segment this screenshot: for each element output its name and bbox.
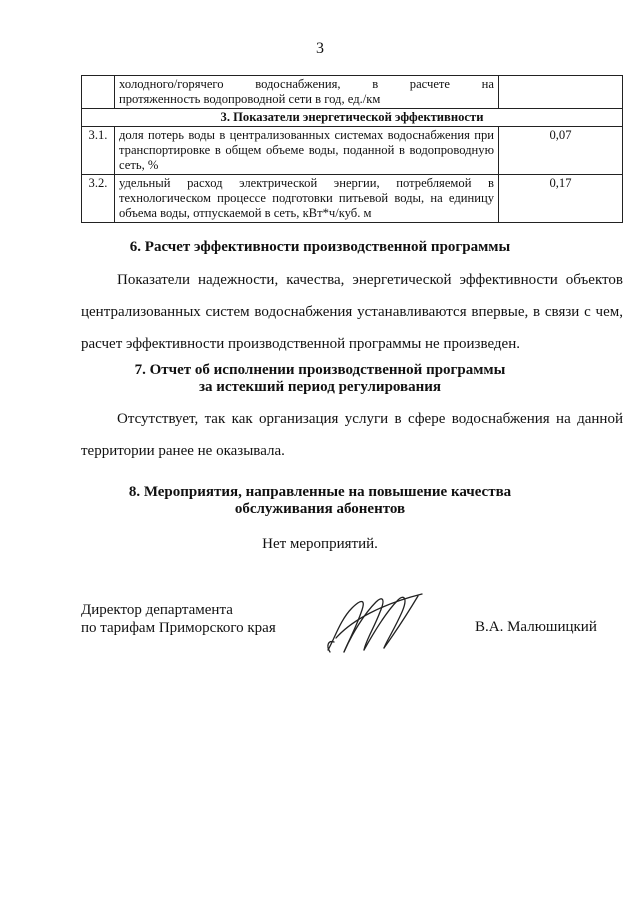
table-row xyxy=(82,127,623,175)
table-row xyxy=(82,175,623,223)
desc-word: холодного/горячего xyxy=(119,77,224,91)
section-8-text: Нет мероприятий. xyxy=(262,536,378,552)
table-cell-num xyxy=(82,76,115,109)
section-7-title-line2: за истекший период регулирования xyxy=(198,379,442,395)
signatory-position xyxy=(81,601,276,637)
table-section-row xyxy=(82,109,623,127)
section-8-title-line2: обслуживания абонентов xyxy=(234,501,406,517)
row-value: 0,07 xyxy=(499,127,623,175)
signatory-position-line2: по тарифам Приморского края xyxy=(81,620,276,636)
section-6-title: 6. Расчет эффективности производственной программы xyxy=(129,239,511,255)
table-cell-desc xyxy=(115,76,499,109)
handwritten-signature xyxy=(322,590,432,660)
desc-line xyxy=(119,77,494,92)
page-number: 3 xyxy=(316,40,324,57)
section-7-text: Отсутствует, так как организация услуги в сфере водоснабжения на данной территории ранее не оказывала. xyxy=(81,411,623,459)
section-7-title-line1: 7. Отчет об исполнении производственной программы xyxy=(134,362,506,378)
desc-word: расчете xyxy=(409,77,451,91)
table-cell-value xyxy=(499,76,623,109)
indicators-table xyxy=(81,75,623,223)
section-8-title-line1: 8. Мероприятия, направленные на повышение качества xyxy=(128,484,512,500)
section-3-heading: 3. Показатели энергетической эффективности xyxy=(82,109,623,127)
desc-word: в xyxy=(372,77,379,91)
row-description: доля потерь воды в централизованных системах водоснабжения при транспортировке в общем объеме воды, поданной в водопроводную сеть, % xyxy=(115,127,499,175)
row-number: 3.1. xyxy=(82,127,115,175)
desc-word: водоснабжения, xyxy=(255,77,341,91)
row-description: удельный расход электрической энергии, потребляемой в технологическом процессе подготовки питьевой воды, на единицу объема воды, отпускаемой в сеть, кВт*ч/куб. м xyxy=(115,175,499,223)
desc-word: на xyxy=(481,77,494,91)
signatory-position-line1: Директор департамента xyxy=(81,602,233,618)
row-number: 3.2. xyxy=(82,175,115,223)
signatory-name: В.А. Малюшицкий xyxy=(475,619,597,635)
desc-line: протяженность водопроводной сети в год, ед./км xyxy=(119,92,381,106)
section-6-text: Показатели надежности, качества, энергетической эффективности объектов централизованных систем водоснабжения устанавливаются впервые, в связи с чем, расчет эффективности производственной программы не произведен. xyxy=(81,272,623,352)
row-value: 0,17 xyxy=(499,175,623,223)
table-row xyxy=(82,76,623,109)
